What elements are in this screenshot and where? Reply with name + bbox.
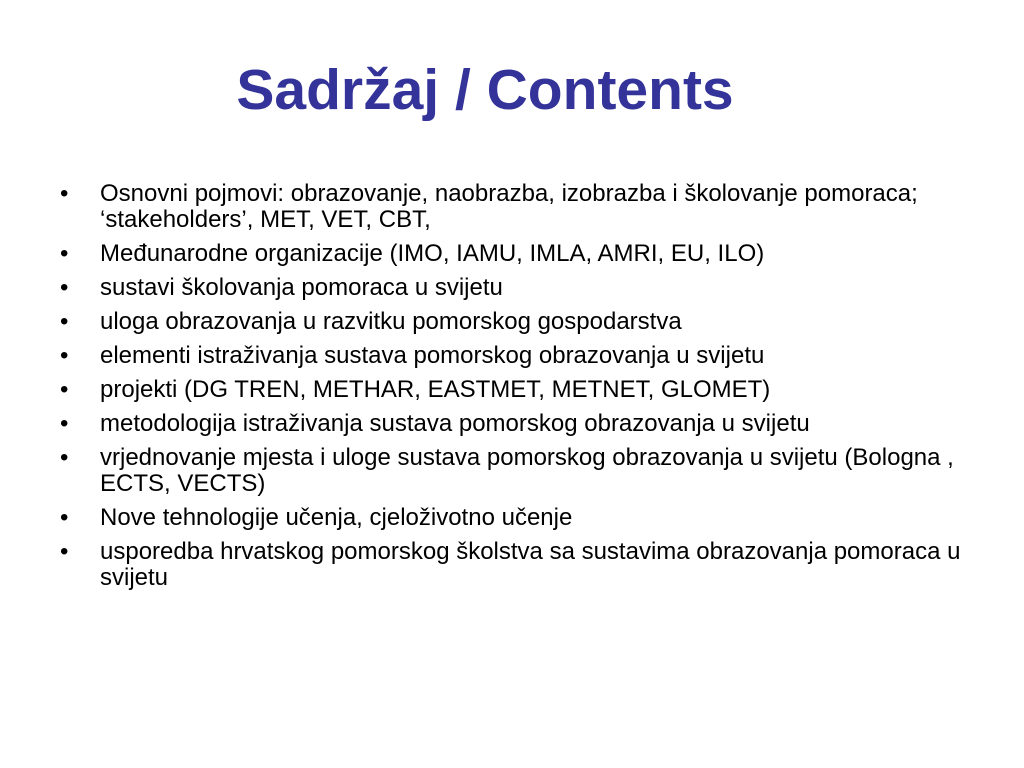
list-item-text: sustavi školovanja pomoraca u svijetu: [100, 274, 503, 301]
list-item-text: vrjednovanje mjesta i uloge sustava pomorskog obrazovanja u svijetu (Bologna , ECTS, VECTS): [100, 444, 954, 497]
list-item: [60, 539, 980, 591]
list-item-text: Osnovni pojmovi: obrazovanje, naobrazba, izobrazba i školovanje pomoraca; ‘stakeholders’, MET, VET, CBT,: [100, 180, 918, 233]
list-item: [60, 309, 980, 335]
slide-title: Sadržaj / Contents: [236, 58, 734, 122]
list-item: [60, 505, 980, 531]
bullet-icon: •: [60, 504, 69, 531]
bullet-icon: •: [60, 240, 69, 267]
list-item: [60, 275, 980, 301]
list-item: [60, 411, 980, 437]
list-item-text: Međunarodne organizacije (IMO, IAMU, IMLA, AMRI, EU, ILO): [100, 240, 765, 267]
list-item: [60, 445, 980, 497]
bullet-icon: •: [60, 308, 69, 335]
bullet-icon: •: [60, 180, 69, 207]
list-item-text: elementi istraživanja sustava pomorskog obrazovanja u svijetu: [100, 342, 765, 369]
bullet-icon: •: [60, 376, 69, 403]
list-item-text: usporedba hrvatskog pomorskog školstva sa sustavima obrazovanja pomoraca u svijetu: [100, 538, 961, 591]
bullet-icon: •: [60, 274, 69, 301]
bullet-icon: •: [60, 444, 69, 471]
contents-list: [60, 181, 980, 599]
list-item-text: projekti (DG TREN, METHAR, EASTMET, METNET, GLOMET): [100, 376, 771, 403]
list-item-text: Nove tehnologije učenja, cjeloživotno učenje: [100, 504, 573, 531]
list-item: [60, 241, 980, 267]
bullet-icon: •: [60, 410, 69, 437]
bullet-icon: •: [60, 538, 69, 565]
bullet-icon: •: [60, 342, 69, 369]
list-item-text: uloga obrazovanja u razvitku pomorskog gospodarstva: [100, 308, 682, 335]
list-item: [60, 343, 980, 369]
list-item: [60, 377, 980, 403]
list-item: [60, 181, 980, 233]
list-item-text: metodologija istraživanja sustava pomorskog obrazovanja u svijetu: [100, 410, 810, 437]
